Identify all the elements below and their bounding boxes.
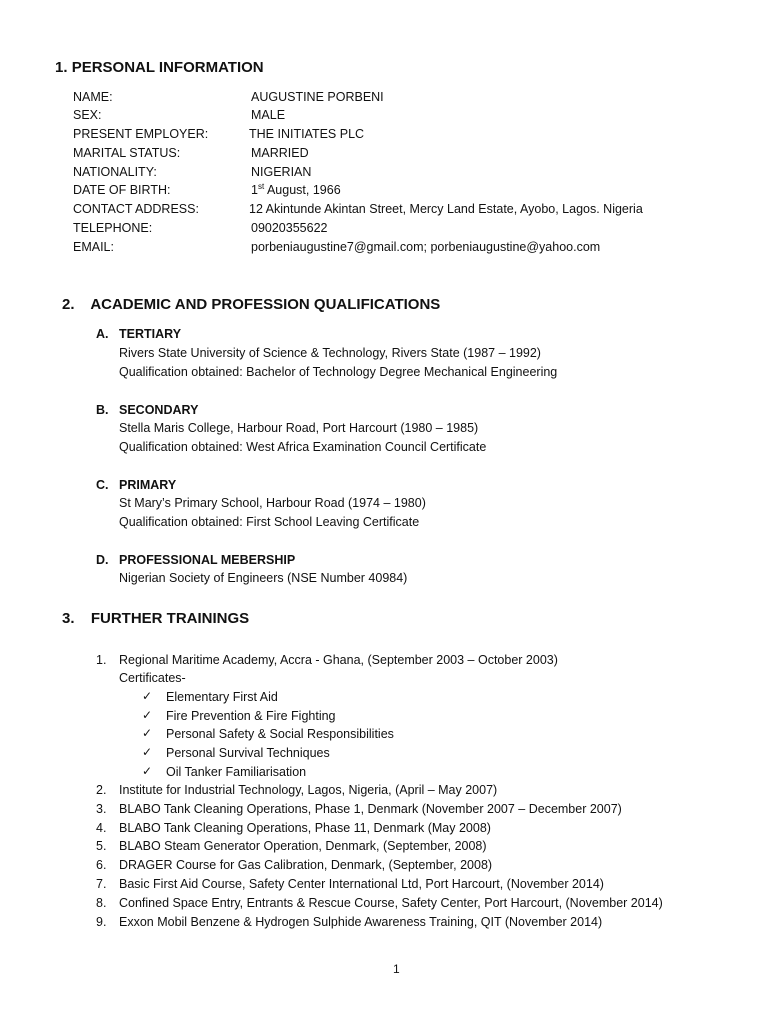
- subsection-a-letter: A.: [96, 327, 109, 341]
- tertiary-line-1: Rivers State University of Science & Technology, Rivers State (1987 – 1992): [119, 346, 541, 360]
- checkmark-icon: ✓: [142, 764, 153, 778]
- training-7-number: 7.: [96, 877, 107, 891]
- certificate-item: Personal Survival Techniques: [166, 746, 330, 760]
- training-3-text: BLABO Tank Cleaning Operations, Phase 1, Denmark (November 2007 – December 2007): [119, 802, 622, 816]
- dob-rest: August, 1966: [264, 183, 341, 197]
- section-3-number: 3.: [62, 610, 75, 627]
- subsection-a-title: TERTIARY: [119, 327, 182, 341]
- training-8-number: 8.: [96, 896, 107, 910]
- label-email: EMAIL:: [73, 240, 114, 254]
- subsection-d-letter: D.: [96, 553, 109, 567]
- training-1-number: 1.: [96, 653, 107, 667]
- training-4-text: BLABO Tank Cleaning Operations, Phase 11, Denmark (May 2008): [119, 821, 491, 835]
- certificates-label: Certificates-: [119, 671, 186, 685]
- training-3-number: 3.: [96, 802, 107, 816]
- value-nationality: NIGERIAN: [251, 165, 312, 179]
- section-2-number: 2.: [62, 296, 75, 313]
- tertiary-line-2: Qualification obtained: Bachelor of Technology Degree Mechanical Engineering: [119, 365, 558, 379]
- page-number: 1: [393, 962, 400, 976]
- value-dob: [251, 183, 341, 197]
- label-telephone: TELEPHONE:: [73, 221, 153, 235]
- label-sex: SEX:: [73, 108, 102, 122]
- training-9-number: 9.: [96, 915, 107, 929]
- section-3-heading: [62, 610, 249, 627]
- certificate-item: Personal Safety & Social Responsibilities: [166, 727, 394, 741]
- value-telephone: 09020355622: [251, 221, 328, 235]
- section-1-number: 1.: [55, 59, 68, 76]
- value-contact-address: 12 Akintunde Akintan Street, Mercy Land Estate, Ayobo, Lagos. Nigeria: [249, 202, 643, 216]
- label-nationality: NATIONALITY:: [73, 165, 157, 179]
- training-2-number: 2.: [96, 783, 107, 797]
- training-4-number: 4.: [96, 821, 107, 835]
- secondary-line-1: Stella Maris College, Harbour Road, Port Harcourt (1980 – 1985): [119, 421, 479, 435]
- checkmark-icon: ✓: [142, 689, 153, 703]
- subsection-b-letter: B.: [96, 403, 109, 417]
- label-name: NAME:: [73, 90, 113, 104]
- certificate-item: Oil Tanker Familiarisation: [166, 765, 307, 779]
- dob-ordinal: st: [257, 181, 265, 191]
- value-marital-status: MARRIED: [251, 146, 309, 160]
- section-1-heading: [55, 59, 264, 76]
- primary-line-2: Qualification obtained: First School Leaving Certificate: [119, 515, 420, 529]
- training-2-text: Institute for Industrial Technology, Lagos, Nigeria, (April – May 2007): [119, 783, 498, 797]
- membership-line-1: Nigerian Society of Engineers (NSE Number 40984): [119, 571, 408, 585]
- training-5-text: BLABO Steam Generator Operation, Denmark, (September, 2008): [119, 839, 487, 853]
- secondary-line-2: Qualification obtained: West Africa Examination Council Certificate: [119, 440, 487, 454]
- value-employer: THE INITIATES PLC: [249, 127, 365, 141]
- section-2-heading: [62, 296, 440, 313]
- primary-line-1: St Mary’s Primary School, Harbour Road (1974 – 1980): [119, 496, 426, 510]
- checkmark-icon: ✓: [142, 708, 153, 722]
- value-email: porbeniaugustine7@gmail.com; porbeniaugustine@yahoo.com: [251, 240, 601, 254]
- training-5-number: 5.: [96, 839, 107, 853]
- dob-day: 1: [251, 183, 258, 197]
- training-8-text: Confined Space Entry, Entrants & Rescue Course, Safety Center, Port Harcourt, (November 2014): [119, 896, 663, 910]
- training-9-text: Exxon Mobil Benzene & Hydrogen Sulphide Awareness Training, QIT (November 2014): [119, 915, 603, 929]
- label-marital-status: MARITAL STATUS:: [73, 146, 181, 160]
- subsection-d-title: PROFESSIONAL MEBERSHIP: [119, 553, 296, 567]
- label-dob: DATE OF BIRTH:: [73, 183, 171, 197]
- checkmark-icon: ✓: [142, 745, 153, 759]
- subsection-b-title: SECONDARY: [119, 403, 199, 417]
- value-sex: MALE: [251, 108, 286, 122]
- value-name: AUGUSTINE PORBENI: [251, 90, 384, 104]
- subsection-c-title: PRIMARY: [119, 478, 177, 492]
- section-2-title: ACADEMIC AND PROFESSION QUALIFICATIONS: [90, 296, 441, 313]
- training-1-text: Regional Maritime Academy, Accra - Ghana, (September 2003 – October 2003): [119, 653, 558, 667]
- section-3-title: FURTHER TRAININGS: [90, 610, 250, 627]
- label-employer: PRESENT EMPLOYER:: [73, 127, 209, 141]
- training-6-text: DRAGER Course for Gas Calibration, Denmark, (September, 2008): [119, 858, 493, 872]
- training-6-number: 6.: [96, 858, 107, 872]
- subsection-c-letter: C.: [96, 478, 109, 492]
- section-1-title: PERSONAL INFORMATION: [71, 59, 264, 76]
- certificate-item: Fire Prevention & Fire Fighting: [166, 709, 336, 723]
- training-7-text: Basic First Aid Course, Safety Center International Ltd, Port Harcourt, (November 2014): [119, 877, 604, 891]
- checkmark-icon: ✓: [142, 726, 153, 740]
- certificate-item: Elementary First Aid: [166, 690, 278, 704]
- label-contact-address: CONTACT ADDRESS:: [73, 202, 199, 216]
